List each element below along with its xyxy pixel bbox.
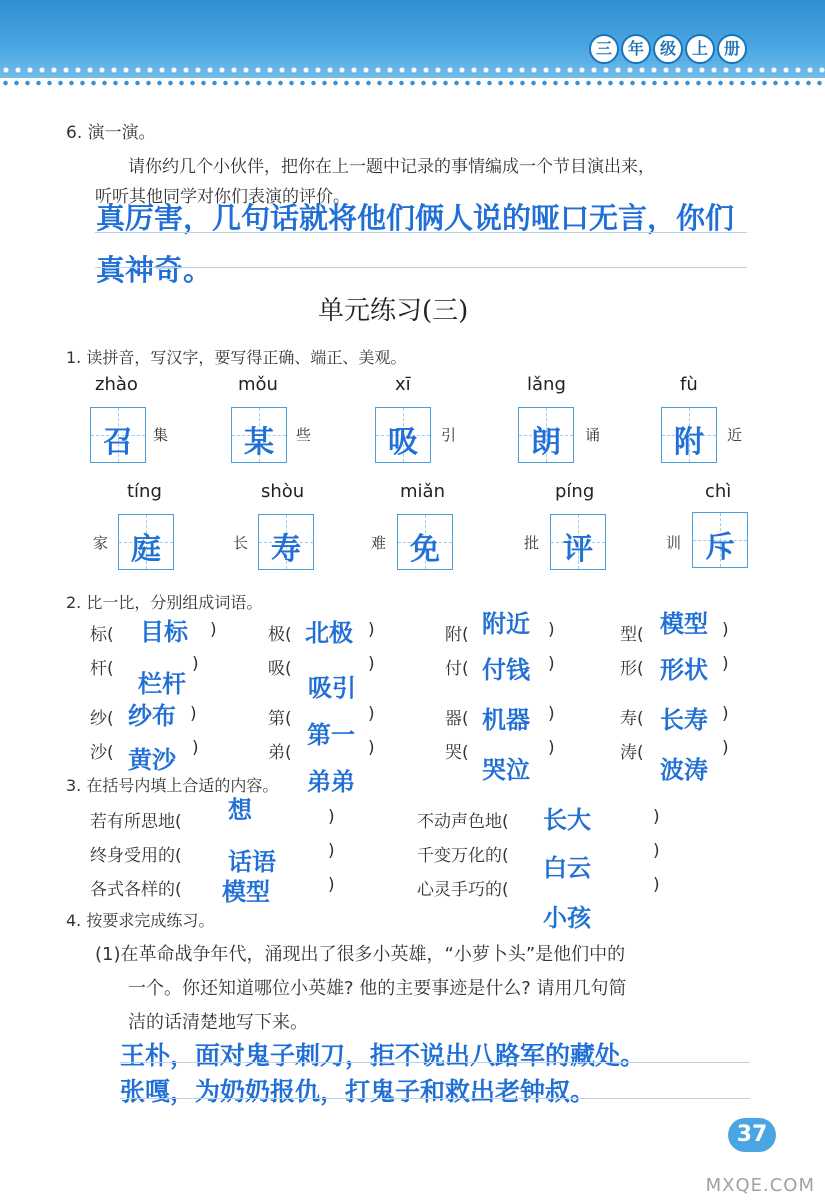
q6-answer-line2: 真神奇。 bbox=[96, 253, 213, 287]
q2-char: 形( bbox=[620, 659, 644, 679]
char-prefix: 难 bbox=[371, 534, 387, 552]
answer-rule bbox=[120, 1062, 750, 1063]
q2-answer: 目标 bbox=[140, 618, 188, 646]
q6-answer-line1: 真厉害，几句话就将他们俩人说的哑口无言，你们 bbox=[96, 201, 735, 235]
q3-prefix: 心灵手巧的( bbox=[417, 880, 509, 900]
q4-prompt-line2: 一个。你还知道哪位小英雄? 他的主要事迹是什么? 请用几句简 bbox=[128, 978, 627, 999]
q2-title: 2. 比一比，分别组成词语。 bbox=[66, 593, 263, 612]
q2-answer: 第一 bbox=[307, 721, 355, 749]
q2-char: 附( bbox=[445, 625, 469, 645]
char-answer: 朗 bbox=[531, 425, 561, 460]
grade-char: 册 bbox=[717, 34, 747, 64]
char-box[interactable] bbox=[397, 514, 453, 570]
pinyin: píng bbox=[555, 481, 595, 502]
pinyin: mǒu bbox=[238, 374, 278, 395]
char-suffix: 些 bbox=[296, 426, 312, 444]
q4-prompt-line3: 洁的话清楚地写下来。 bbox=[128, 1012, 308, 1033]
q2-char: 极( bbox=[268, 625, 292, 645]
q2-answer: 长寿 bbox=[660, 706, 708, 734]
q2-char: 涛( bbox=[620, 743, 644, 763]
char-answer: 某 bbox=[244, 425, 274, 460]
section-title: 单元练习(三) bbox=[318, 296, 469, 326]
pinyin: zhào bbox=[95, 374, 138, 395]
q3-close: ) bbox=[653, 807, 660, 827]
char-prefix: 长 bbox=[233, 534, 249, 552]
pinyin: tíng bbox=[127, 481, 162, 502]
q3-prefix: 千变万化的( bbox=[417, 846, 509, 866]
q2-char: 标( bbox=[90, 625, 114, 645]
grade-char: 上 bbox=[685, 34, 715, 64]
q2-answer: 波涛 bbox=[660, 756, 708, 784]
q3-answer: 长大 bbox=[543, 806, 591, 834]
pinyin: miǎn bbox=[400, 481, 445, 502]
char-suffix: 引 bbox=[441, 426, 457, 444]
char-box[interactable] bbox=[692, 512, 748, 568]
char-answer: 寿 bbox=[271, 532, 301, 567]
char-box[interactable] bbox=[550, 514, 606, 570]
q2-close: ) bbox=[722, 704, 729, 724]
q2-answer: 形状 bbox=[660, 656, 708, 684]
q2-char: 哭( bbox=[445, 743, 469, 763]
q2-close: ) bbox=[368, 654, 375, 674]
q4-title: 4. 按要求完成练习。 bbox=[66, 911, 215, 930]
pinyin: chì bbox=[705, 481, 732, 502]
char-box[interactable] bbox=[90, 407, 146, 463]
q2-answer: 纱布 bbox=[128, 702, 176, 730]
char-answer: 召 bbox=[103, 425, 133, 460]
char-box[interactable] bbox=[118, 514, 174, 570]
page-number: 37 bbox=[728, 1118, 776, 1152]
q4-prompt-line1: (1)在革命战争年代，涌现出了很多小英雄，“小萝卜头”是他们中的 bbox=[95, 944, 626, 965]
q2-answer: 栏杆 bbox=[138, 670, 186, 698]
char-answer: 免 bbox=[410, 532, 440, 567]
q1-title: 1. 读拼音，写汉字，要写得正确、端正、美观。 bbox=[66, 348, 407, 367]
char-box[interactable] bbox=[661, 407, 717, 463]
char-answer: 吸 bbox=[388, 425, 418, 460]
q2-close: ) bbox=[548, 738, 555, 758]
q2-char: 寿( bbox=[620, 709, 644, 729]
q2-answer: 黄沙 bbox=[128, 746, 176, 774]
q2-close: ) bbox=[368, 704, 375, 724]
q2-close: ) bbox=[722, 738, 729, 758]
char-answer: 斥 bbox=[705, 530, 735, 565]
char-box[interactable] bbox=[375, 407, 431, 463]
header-dot-border bbox=[0, 78, 825, 88]
char-answer: 附 bbox=[674, 425, 704, 460]
q2-close: ) bbox=[548, 704, 555, 724]
q2-char: 弟( bbox=[268, 743, 292, 763]
q4-answer-line1: 王朴，面对鬼子刺刀，拒不说出八路军的藏处。 bbox=[120, 1041, 646, 1070]
q2-close: ) bbox=[368, 620, 375, 640]
q2-char: 第( bbox=[268, 709, 292, 729]
q2-char: 吸( bbox=[268, 659, 292, 679]
answer-rule bbox=[95, 267, 747, 268]
q3-answer: 小孩 bbox=[543, 904, 591, 932]
q3-answer: 想 bbox=[228, 796, 252, 824]
char-suffix: 诵 bbox=[585, 426, 601, 444]
q3-title: 3. 在括号内填上合适的内容。 bbox=[66, 776, 279, 795]
q2-answer: 哭泣 bbox=[482, 756, 530, 784]
char-prefix: 训 bbox=[666, 534, 682, 552]
q2-answer: 机器 bbox=[482, 706, 530, 734]
q2-close: ) bbox=[548, 654, 555, 674]
q3-prefix: 终身受用的( bbox=[90, 846, 182, 866]
q2-char: 型( bbox=[620, 625, 644, 645]
q6-prompt-line1: 请你约几个小伙伴，把你在上一题中记录的事情编成一个节目演出来， bbox=[128, 157, 655, 177]
q3-prefix: 不动声色地( bbox=[417, 812, 509, 832]
q3-prefix: 各式各样的( bbox=[90, 880, 182, 900]
q3-close: ) bbox=[328, 875, 335, 895]
q3-close: ) bbox=[328, 807, 335, 827]
pinyin: lǎng bbox=[527, 374, 566, 395]
char-prefix: 批 bbox=[524, 534, 540, 552]
q3-answer: 话语 bbox=[228, 848, 276, 876]
q3-close: ) bbox=[653, 875, 660, 895]
q2-answer: 付钱 bbox=[482, 656, 530, 684]
q2-answer: 模型 bbox=[660, 610, 708, 638]
q2-char: 杆( bbox=[90, 659, 114, 679]
q3-answer: 白云 bbox=[543, 854, 591, 882]
char-box[interactable] bbox=[258, 514, 314, 570]
q3-close: ) bbox=[653, 841, 660, 861]
q3-prefix: 若有所思地( bbox=[90, 812, 182, 832]
watermark-text: MXQE.COM bbox=[705, 1175, 815, 1196]
pinyin: shòu bbox=[261, 481, 305, 502]
q3-answer: 模型 bbox=[222, 878, 270, 906]
q2-close: ) bbox=[548, 620, 555, 640]
q6-title: 6. 演一演。 bbox=[66, 123, 156, 143]
pinyin: fù bbox=[680, 374, 698, 395]
q4-answer-line2: 张嘎，为奶奶报仇，打鬼子和救出老钟叔。 bbox=[120, 1077, 596, 1106]
q6-prompt-line2: 听听其他同学对你们表演的评价。 bbox=[95, 187, 350, 207]
pinyin: xī bbox=[395, 374, 411, 395]
char-answer: 庭 bbox=[131, 532, 161, 567]
char-prefix: 家 bbox=[93, 534, 109, 552]
q2-char: 纱( bbox=[90, 709, 114, 729]
char-box[interactable] bbox=[518, 407, 574, 463]
q2-close: ) bbox=[368, 738, 375, 758]
grade-badge bbox=[589, 34, 747, 64]
answer-rule bbox=[95, 232, 747, 233]
answer-rule bbox=[120, 1098, 750, 1099]
q2-char: 器( bbox=[445, 709, 469, 729]
char-box[interactable] bbox=[231, 407, 287, 463]
q2-char: 付( bbox=[445, 659, 469, 679]
q2-answer: 北极 bbox=[305, 619, 353, 647]
grade-char: 年 bbox=[621, 34, 651, 64]
char-suffix: 近 bbox=[727, 426, 743, 444]
q3-close: ) bbox=[328, 841, 335, 861]
q2-close: ) bbox=[722, 620, 729, 640]
q2-answer: 弟弟 bbox=[307, 768, 355, 796]
q2-char: 沙( bbox=[90, 743, 114, 763]
q2-close: ) bbox=[192, 738, 199, 758]
grade-char: 三 bbox=[589, 34, 619, 64]
q2-close: ) bbox=[722, 654, 729, 674]
char-suffix: 集 bbox=[153, 426, 169, 444]
q2-close: ) bbox=[210, 620, 217, 640]
q2-answer: 吸引 bbox=[308, 674, 356, 702]
char-answer: 评 bbox=[563, 532, 593, 567]
grade-char: 级 bbox=[653, 34, 683, 64]
q2-answer: 附近 bbox=[482, 610, 530, 638]
q2-close: ) bbox=[192, 654, 199, 674]
q2-close: ) bbox=[190, 704, 197, 724]
